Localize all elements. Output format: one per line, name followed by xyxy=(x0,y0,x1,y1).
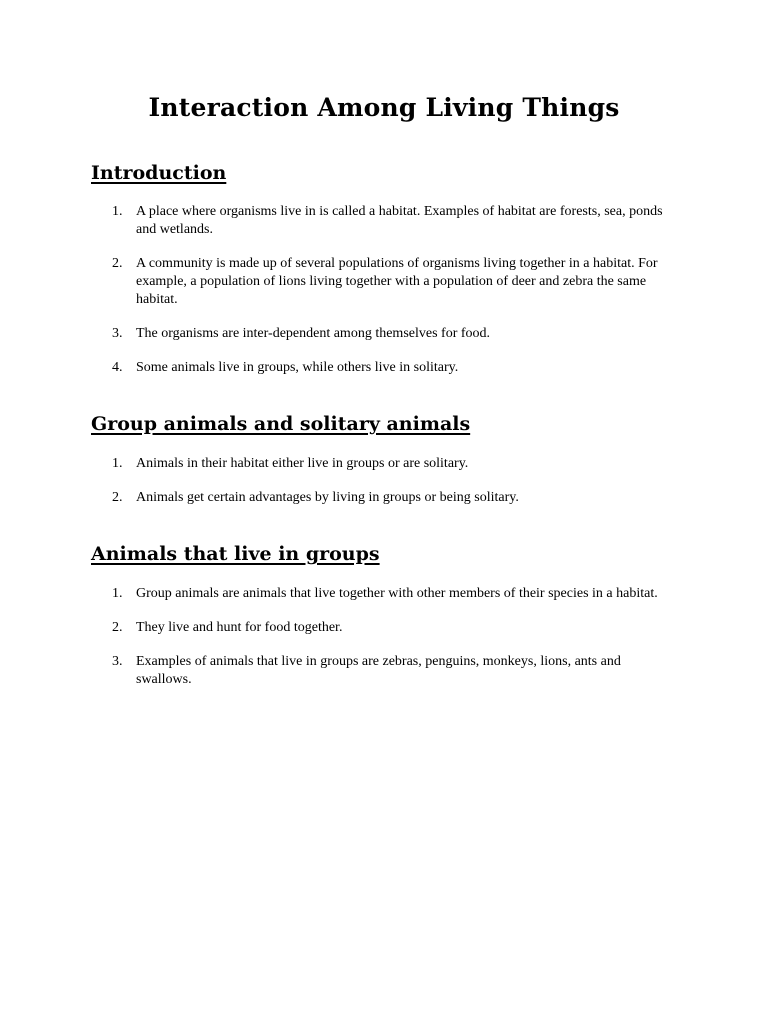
list-item-number: 2. xyxy=(112,490,123,505)
list-item-text: Some animals live in groups, while others live in solitary. xyxy=(136,360,459,375)
document-title: Interaction Among Living Things xyxy=(148,93,620,122)
list-item xyxy=(0,255,768,309)
list-item-text: The organisms are inter-dependent among themselves for food. xyxy=(136,326,491,341)
list-item-number: 1. xyxy=(112,456,123,471)
section-heading-introduction: Introduction xyxy=(91,162,227,184)
list-item xyxy=(0,455,768,473)
list-item-number: 2. xyxy=(112,620,123,635)
list-item-number: 2. xyxy=(112,256,123,271)
list-item xyxy=(0,325,768,343)
group-solitary-list xyxy=(0,455,768,523)
list-item-number: 4. xyxy=(112,360,123,375)
list-item-text: Group animals are animals that live together with other members of their species in a habitat. xyxy=(136,586,658,601)
list-item-text: Animals in their habitat either live in groups or are solitary. xyxy=(136,456,469,471)
introduction-list xyxy=(0,203,768,393)
section-heading-group-and-solitary: Group animals and solitary animals xyxy=(91,413,471,435)
animals-in-groups-list xyxy=(0,585,768,705)
list-item xyxy=(0,653,768,689)
list-item-text: They live and hunt for food together. xyxy=(136,620,343,635)
list-item-text: Animals get certain advantages by living in groups or being solitary. xyxy=(136,490,519,505)
list-item xyxy=(0,359,768,377)
list-item-text: A community is made up of several populations of organisms living together in a habitat. For example, a population of lions living together with a population of deer and zebra the same habitat. xyxy=(136,256,658,307)
list-item-number: 1. xyxy=(112,586,123,601)
section-heading-animals-in-groups: Animals that live in groups xyxy=(91,543,380,565)
list-item xyxy=(0,619,768,637)
list-item-number: 1. xyxy=(112,204,123,219)
list-item-text: A place where organisms live in is called a habitat. Examples of habitat are forests, sea, ponds and wetlands. xyxy=(136,204,663,237)
list-item xyxy=(0,585,768,603)
list-item xyxy=(0,489,768,507)
list-item-number: 3. xyxy=(112,654,123,669)
list-item xyxy=(0,203,768,239)
list-item-number: 3. xyxy=(112,326,123,341)
list-item-text: Examples of animals that live in groups are zebras, penguins, monkeys, lions, ants and swallows. xyxy=(136,654,621,687)
